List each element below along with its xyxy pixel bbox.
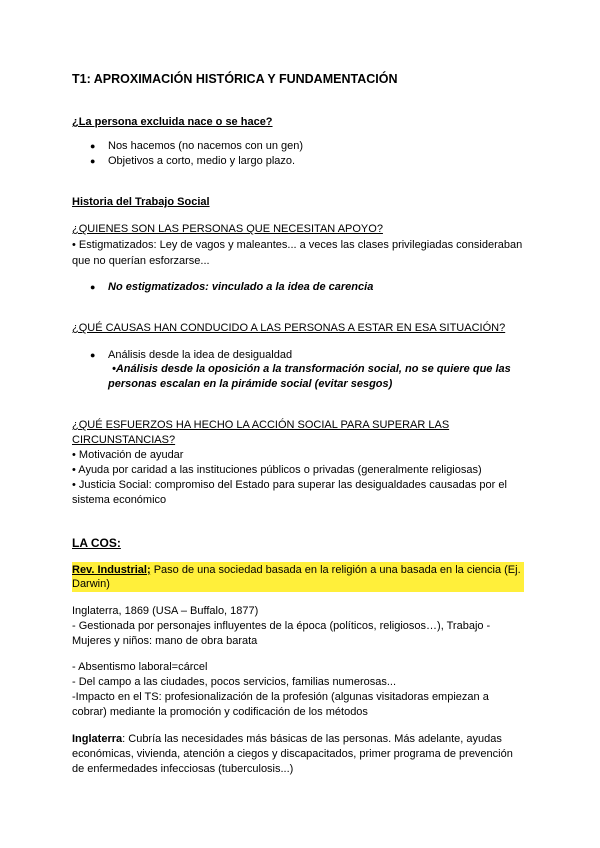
no-estigmatizados: No estigmatizados: vinculado a la idea de carencia [108, 281, 374, 293]
gestionada-line2: Mujeres y niños: mano de obra barata [72, 635, 258, 647]
impacto-line1: -Impacto en el TS: profesionalización de la profesión (algunas visitadoras empiezan a [72, 691, 489, 703]
question-excluida-heading: ¿La persona excluida nace o se hace? [72, 116, 273, 128]
gestionada-line1: - Gestionada por personajes influyentes de la época (políticos, religiosos…), Trabajo - [72, 620, 491, 632]
analisis-oposicion-line2: personas escalan en la pirámide social (evitar sesgos) [108, 378, 393, 390]
page-title: T1: APROXIMACIÓN HISTÓRICA Y FUNDAMENTACIÓN [72, 72, 398, 86]
inglaterra-line2: económicas, vivienda, atención a ciegos y discapacitados, primer programa de prevención [72, 748, 513, 760]
inglaterra-line1 [72, 732, 502, 746]
campo-ciudades: - Del campo a las ciudades, pocos servicios, familias numerosas... [72, 676, 397, 688]
rev-industrial-text: Paso de una sociedad basada en la religión a una basada en la ciencia (Ej. [150, 564, 521, 576]
estigmatizados-line2: que no querían esforzarse... [72, 255, 210, 267]
question-causas: ¿QUÉ CAUSAS HAN CONDUCIDO A LAS PERSONAS A ESTAR EN ESA SITUACIÓN? [72, 322, 506, 334]
esfuerzo-motivacion: • Motivación de ayudar [72, 449, 184, 461]
historia-heading: Historia del Trabajo Social [72, 196, 210, 208]
inglaterra-text: : Cubría las necesidades más básicas de las personas. Más adelante, ayudas [122, 733, 502, 745]
esfuerzo-caridad: • Ayuda por caridad a las instituciones públicos o privadas (generalmente religiosas) [72, 464, 482, 476]
absentismo: - Absentismo laboral=cárcel [72, 661, 208, 673]
impacto-line2: cobrar) mediante la promoción y codificación de los métodos [72, 706, 368, 718]
question-quienes: ¿QUIENES SON LAS PERSONAS QUE NECESITAN APOYO? [72, 223, 383, 235]
esfuerzo-justicia-line1: • Justicia Social: compromiso del Estado para superar las desigualdades causadas por el [72, 479, 507, 491]
inglaterra-date: Inglaterra, 1869 (USA – Buffalo, 1877) [72, 605, 259, 617]
analisis-desigualdad: Análisis desde la idea de desigualdad [108, 349, 293, 361]
rev-industrial-line1 [72, 563, 521, 577]
list-item: Objetivos a corto, medio y largo plazo. [108, 155, 296, 167]
inglaterra-label: Inglaterra [72, 733, 123, 745]
estigmatizados-line1: • Estigmatizados: Ley de vagos y maleantes... a veces las clases privilegiadas consideraban [72, 239, 523, 251]
bullet-dot: ● [90, 282, 96, 292]
rev-industrial-label: Rev. Industrial; [72, 564, 151, 576]
question-esfuerzos-line2: CIRCUNSTANCIAS? [72, 434, 176, 446]
bullet-dot: ● [90, 156, 96, 166]
lacos-heading: LA COS: [72, 536, 121, 550]
bullet-dot: ● [90, 350, 96, 360]
rev-industrial-line2: Darwin) [72, 578, 110, 590]
question-esfuerzos-line1: ¿QUÉ ESFUERZOS HA HECHO LA ACCIÓN SOCIAL PARA SUPERAR LAS [72, 419, 450, 431]
list-item: Nos hacemos (no nacemos con un gen) [108, 140, 304, 152]
inglaterra-line3: de enfermedades infecciosas (tuberculosis...) [72, 763, 294, 775]
analisis-oposicion-line1: •Análisis desde la oposición a la transformación social, no se quiere que las [112, 363, 511, 375]
bullet-dot: ● [90, 141, 96, 151]
esfuerzo-justicia-line2: sistema económico [72, 494, 167, 506]
